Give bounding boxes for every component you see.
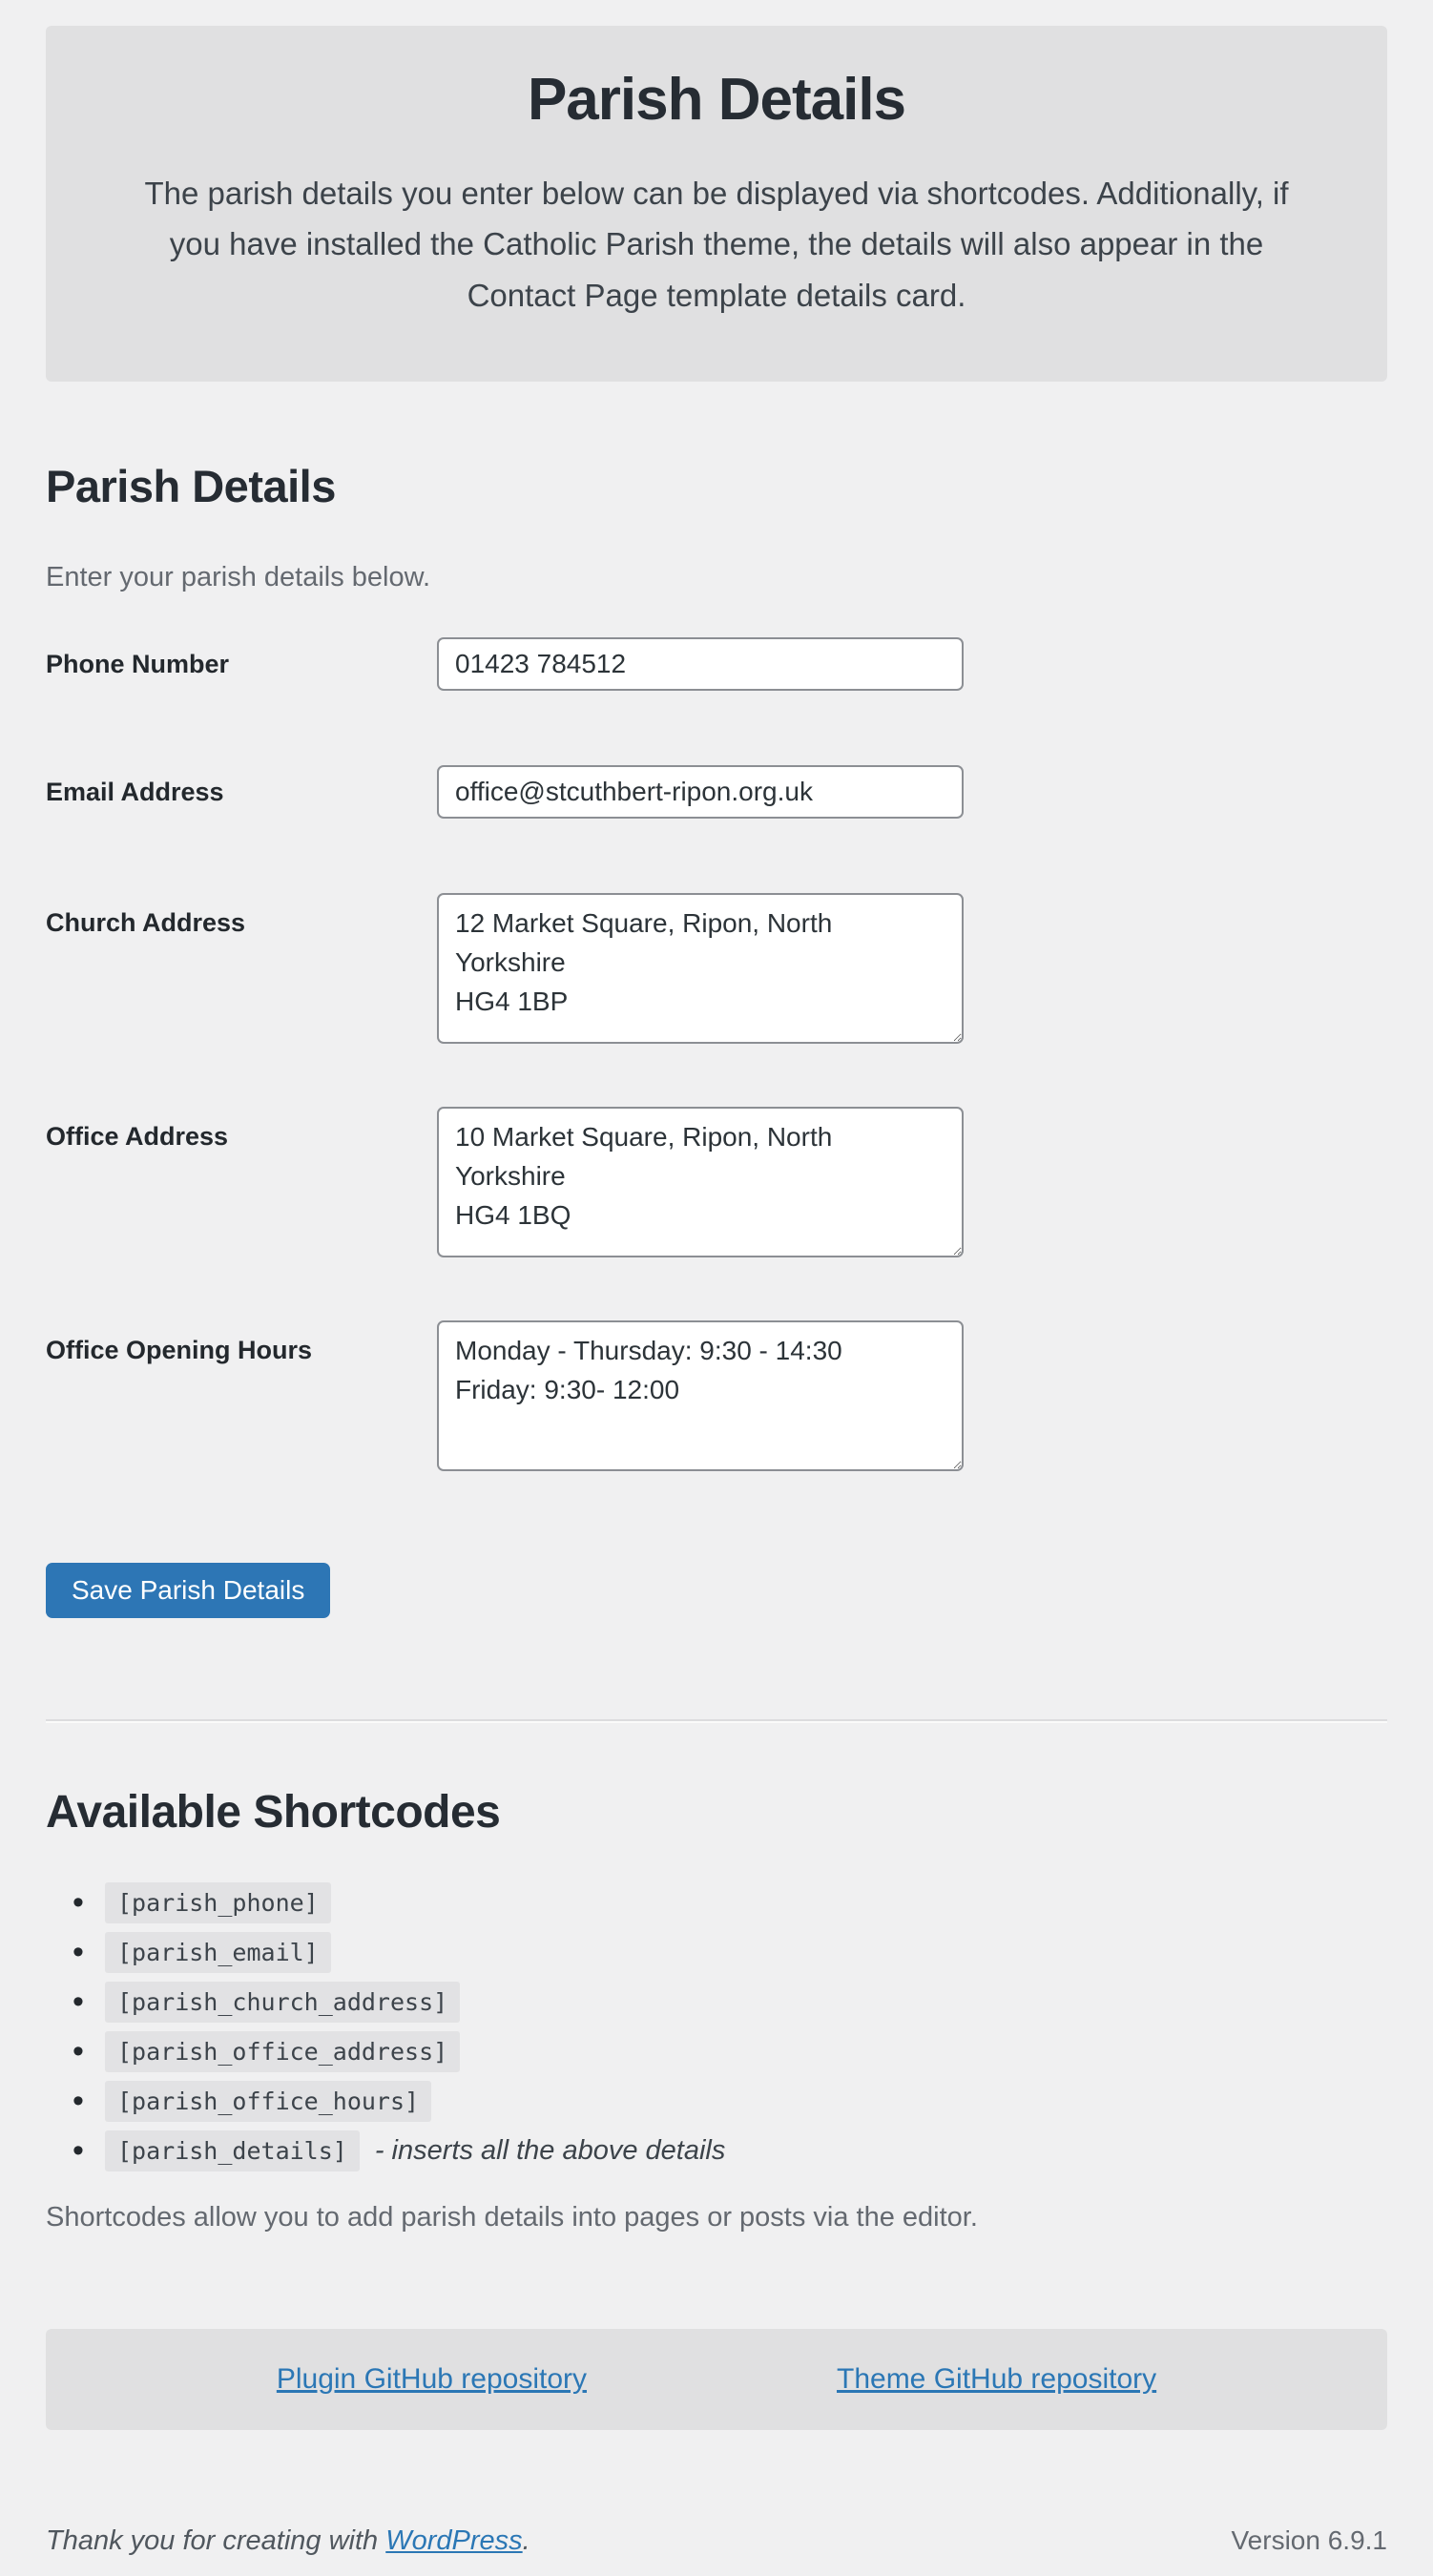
shortcode-parish-email: • [parish_email] <box>105 1932 331 1973</box>
form-row-office-hours <box>46 1320 1387 1471</box>
shortcode-item-church-address <box>46 1982 1387 2023</box>
shortcode-item-office-address <box>46 2031 1387 2072</box>
thanks-suffix: . <box>522 2525 530 2557</box>
phone-number-input[interactable] <box>437 637 964 691</box>
shortcode-parish-details: • [parish_details] <box>105 2130 360 2171</box>
banner-description: The parish details you enter below can be displayed via shortcodes. Additionally, if you have installed the Catholic Parish theme, the details will also appear in the Contact Page template details card. <box>144 176 1289 313</box>
shortcode-parish-office-hours: • [parish_office_hours] <box>105 2081 431 2122</box>
thanks-text <box>46 2525 530 2557</box>
parish-details-form <box>46 637 1387 1618</box>
email-address-input[interactable] <box>437 765 964 819</box>
shortcode-details-note: - inserts all the above details <box>374 2135 726 2167</box>
section-divider <box>46 1719 1387 1723</box>
form-row-office-address <box>46 1107 1387 1257</box>
church-address-textarea[interactable] <box>437 893 964 1044</box>
admin-footer <box>0 2525 1433 2576</box>
shortcodes-section-heading: Available Shortcodes <box>46 1787 501 1839</box>
parish-details-banner <box>46 26 1387 382</box>
shortcodes-footnote: Shortcodes allow you to add parish details into pages or posts via the editor. <box>46 2202 978 2233</box>
email-address-label: Email Address <box>46 777 224 806</box>
wordpress-link[interactable]: WordPress <box>385 2525 523 2557</box>
form-row-phone <box>46 637 1387 691</box>
github-links-panel <box>46 2329 1387 2430</box>
church-address-label: Church Address <box>46 908 246 938</box>
shortcode-item-details <box>46 2130 1387 2171</box>
shortcode-parish-church-address: • [parish_church_address] <box>105 1982 460 2023</box>
shortcode-parish-office-address: • [parish_office_address] <box>105 2031 460 2072</box>
shortcode-list <box>46 1882 1387 2171</box>
office-address-textarea[interactable] <box>437 1107 964 1257</box>
thanks-prefix: Thank you for creating with <box>46 2525 386 2557</box>
shortcode-item-office-hours <box>46 2081 1387 2122</box>
form-row-church-address <box>46 893 1387 1044</box>
office-hours-textarea[interactable] <box>437 1320 964 1471</box>
page-title: Parish Details <box>527 67 906 133</box>
phone-number-label: Phone Number <box>46 649 230 678</box>
shortcode-item-email <box>46 1932 1387 1973</box>
form-row-email <box>46 765 1387 819</box>
office-address-label: Office Address <box>46 1122 229 1152</box>
save-parish-details-button[interactable]: Save Parish Details <box>46 1563 330 1618</box>
form-intro-text: Enter your parish details below. <box>46 562 430 593</box>
version-text: Version 6.9.1 <box>1231 2525 1387 2556</box>
plugin-github-repository-link[interactable]: Plugin GitHub repository <box>276 2363 587 2396</box>
form-section-heading: Parish Details <box>46 461 336 512</box>
theme-github-repository-link[interactable]: Theme GitHub repository <box>837 2363 1157 2396</box>
shortcode-parish-phone: • [parish_phone] <box>105 1882 331 1923</box>
office-opening-hours-label: Office Opening Hours <box>46 1336 313 1365</box>
shortcode-item-phone <box>46 1882 1387 1923</box>
